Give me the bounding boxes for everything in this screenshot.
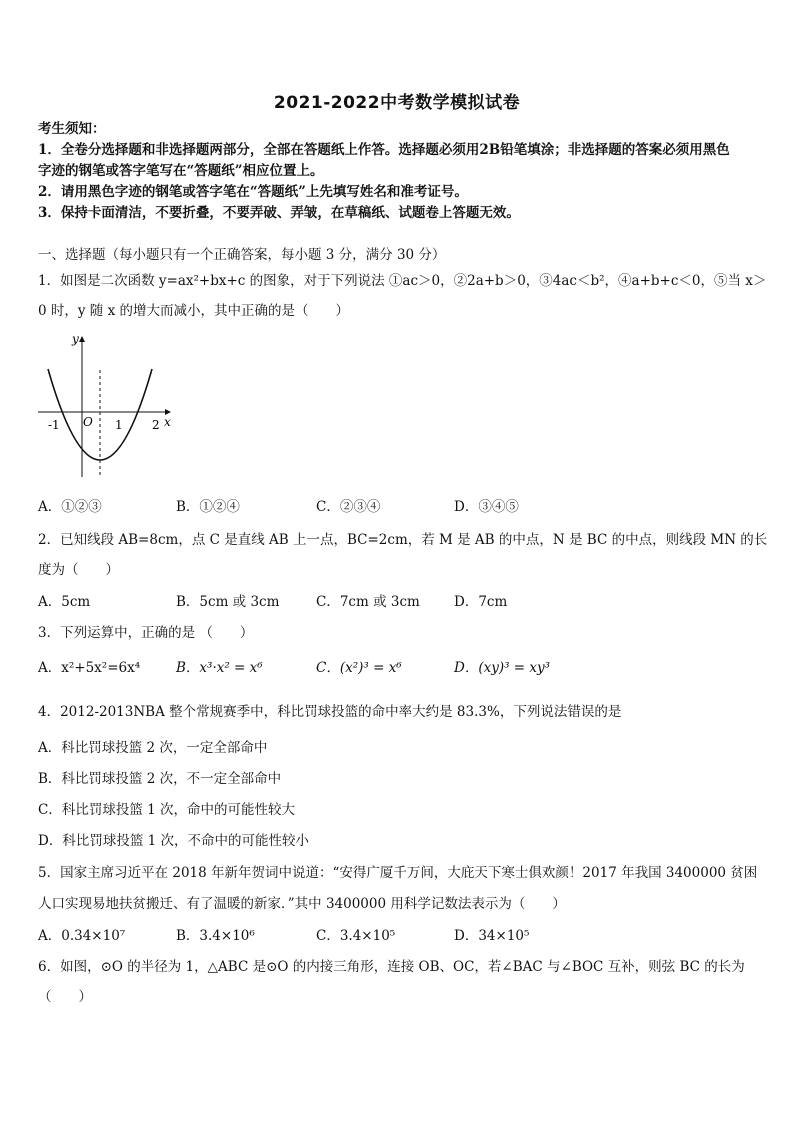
question-5-text: 5．国家主席习近平在 2018 年新年贺词中说道：“安得广厦千万间，大庇天下寒士俱欢颜！2017 年我国 3400000 贫困 — [38, 865, 758, 881]
notice-heading: 考生须知： — [38, 121, 106, 137]
option-c[interactable]: C．科比罚球投篮 1 次，命中的可能性较大 — [38, 802, 296, 818]
option-a[interactable]: A．x²+5x²=6x⁴ — [38, 660, 141, 676]
question-5-options — [38, 927, 758, 945]
option-d[interactable]: D．③④⑤ — [454, 499, 519, 515]
option-b[interactable]: B．x³·x² = x⁶ — [176, 660, 263, 676]
option-c[interactable]: C．3.4×10⁵ — [316, 928, 396, 944]
question-6-text-cont: （ ） — [38, 989, 92, 1005]
question-1-text-cont: 0 时，y 随 x 的增大而减小，其中正确的是（ ） — [38, 303, 349, 319]
option-b[interactable]: B．5cm 或 3cm — [176, 594, 280, 610]
y-axis-label: y — [72, 332, 79, 346]
question-3-options — [38, 659, 758, 677]
x-axis-label: x — [164, 415, 171, 429]
question-4-text: 4．2012-2013NBA 整个常规赛季中，科比罚球投篮的命中率大约是 83.3%，下列说法错误的是 — [38, 704, 622, 720]
option-c[interactable]: C．②③④ — [316, 499, 381, 515]
option-a[interactable]: A．0.34×10⁷ — [38, 928, 126, 944]
notice-item: 字迹的钢笔或答字笔写在“答题纸”相应位置上。 — [38, 163, 324, 179]
option-d[interactable]: D．科比罚球投篮 1 次，不命中的可能性较小 — [38, 833, 309, 849]
notice-item: 1．全卷分选择题和非选择题两部分，全部在答题纸上作答。选择题必须用2B铅笔填涂；非选择题的答案必须用黑色 — [38, 142, 730, 158]
parabola-graph — [30, 325, 180, 485]
question-1-text: 1．如图是二次函数 y=ax²+bx+c 的图象，对于下列说法 ①ac＞0，②2a+b＞0，③4ac＜b²，④a+b+c＜0，⑤当 x＞ — [38, 273, 767, 289]
option-b[interactable]: B．科比罚球投篮 2 次，不一定全部命中 — [38, 771, 282, 787]
option-b[interactable]: B．①②④ — [176, 499, 240, 515]
option-c[interactable]: C．7cm 或 3cm — [316, 594, 420, 610]
question-2-options — [38, 593, 758, 611]
question-6-text: 6．如图，⊙O 的半径为 1，△ABC 是⊙O 的内接三角形，连接 OB、OC，若∠BAC 与∠BOC 互补，则弦 BC 的长为 — [38, 959, 745, 975]
question-3-text: 3．下列运算中，正确的是 （ ） — [38, 625, 254, 641]
option-d[interactable]: D．7cm — [454, 594, 508, 610]
tick-label-one: 1 — [115, 418, 123, 432]
page-title: 2021-2022中考数学模拟试卷 — [273, 93, 521, 113]
origin-label: O — [83, 415, 93, 429]
tick-label-two: 2 — [152, 418, 160, 432]
notice-item: 3．保持卡面清洁，不要折叠，不要弄破、弄皱，在草稿纸、试题卷上答题无效。 — [38, 205, 520, 221]
section-heading: 一、选择题（每小题只有一个正确答案，每小题 3 分，满分 30 分） — [38, 247, 446, 263]
tick-label-minus-one: -1 — [48, 418, 60, 432]
question-2-text-cont: 度为（ ） — [38, 562, 119, 578]
option-d[interactable]: D．34×10⁵ — [454, 928, 530, 944]
option-b[interactable]: B．3.4×10⁶ — [176, 928, 255, 944]
option-a[interactable]: A．科比罚球投篮 2 次，一定全部命中 — [38, 740, 268, 756]
question-5-text-cont: 人口实现易地扶贫搬迁、有了温暖的新家．”其中 3400000 用科学记数法表示为（ ） — [38, 896, 566, 912]
question-2-text: 2．已知线段 AB=8cm，点 C 是直线 AB 上一点，BC=2cm，若 M 是 AB 的中点，N 是 BC 的中点，则线段 MN 的长 — [38, 532, 768, 548]
notice-item: 2．请用黑色字迹的钢笔或答字笔在“答题纸”上先填写姓名和准考证号。 — [38, 184, 468, 200]
option-a[interactable]: A．①②③ — [38, 499, 102, 515]
option-d[interactable]: D．(xy)³ = xy³ — [454, 660, 551, 676]
question-1-options — [38, 498, 758, 516]
option-a[interactable]: A．5cm — [38, 594, 91, 610]
option-c[interactable]: C．(x²)³ = x⁶ — [316, 660, 402, 676]
